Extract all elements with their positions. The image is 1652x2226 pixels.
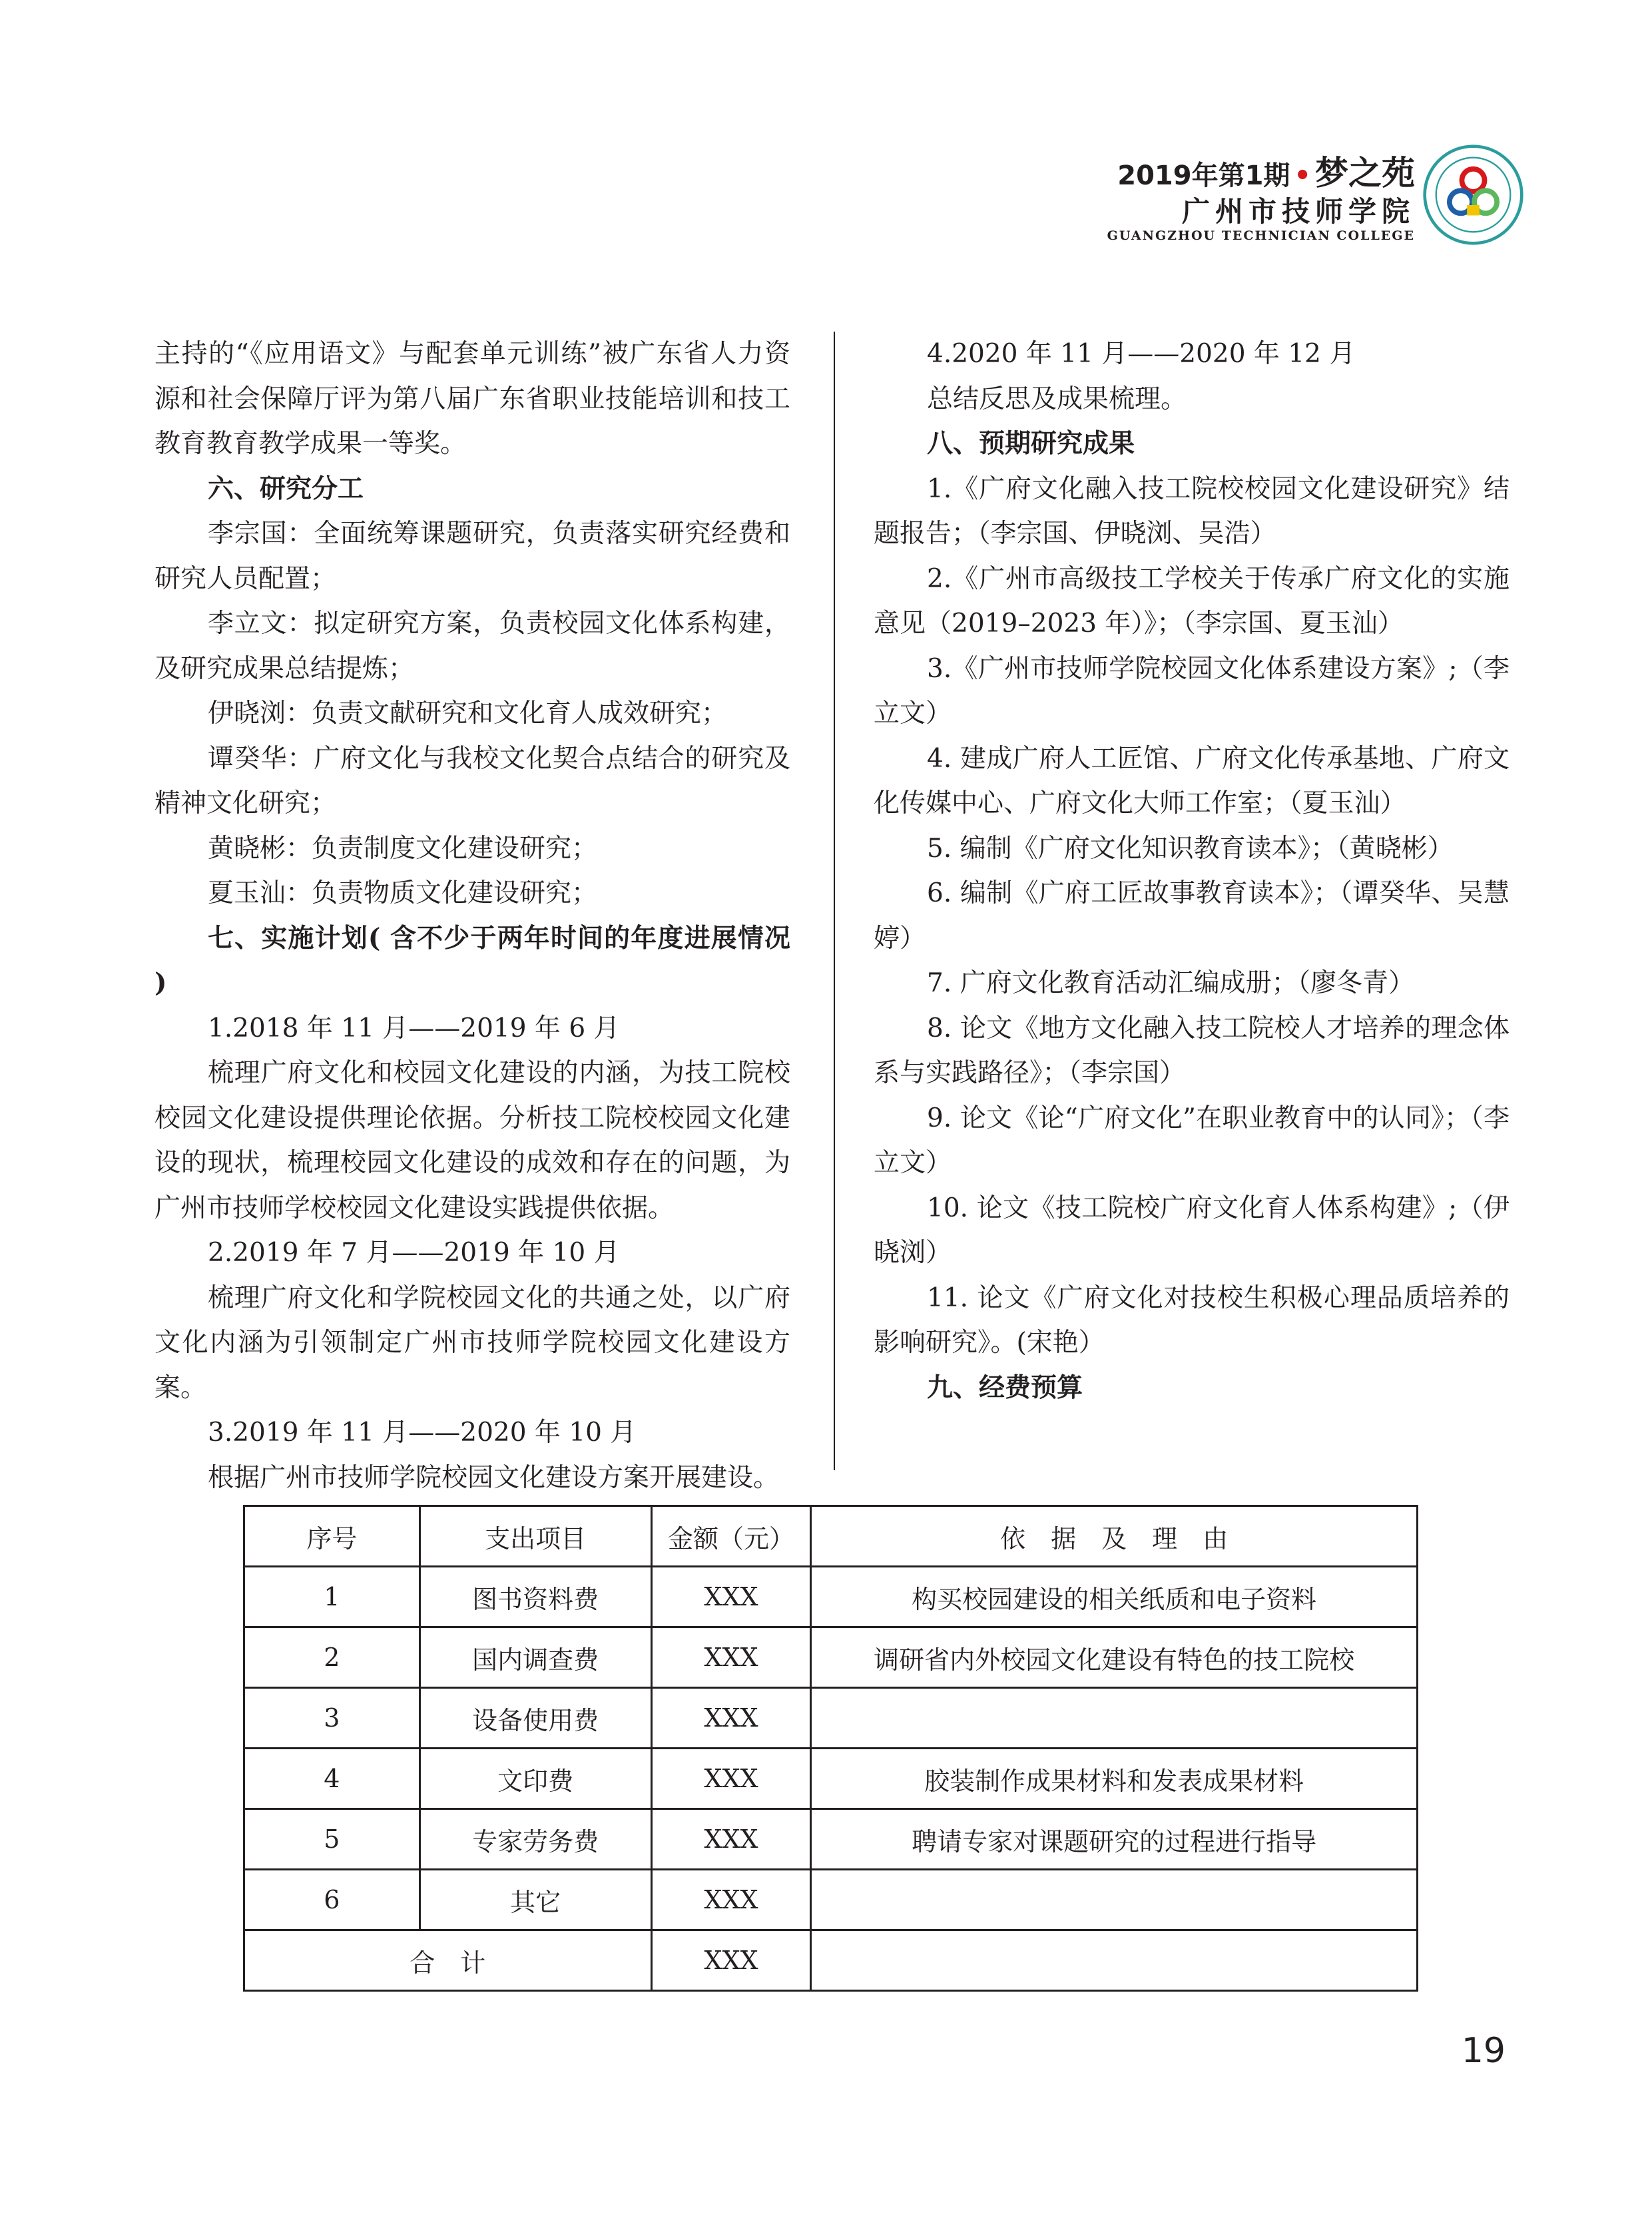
paragraph: 6. 编制《广府工匠故事教育读本》；（谭癸华、吴慧婷） [874, 878, 1510, 954]
table-row [244, 1749, 1418, 1809]
magazine-title: 梦之苑 [1315, 154, 1415, 192]
table-cell: 国内调查费 [419, 1627, 651, 1688]
paragraph: 1.《广府文化融入技工院校校园文化建设研究》结题报告；（李宗国、伊晓浏、吴浩） [874, 473, 1510, 549]
table-cell: 4 [244, 1749, 420, 1809]
paragraph: 5. 编制《广府文化知识教育读本》；（黄晓彬） [927, 833, 1454, 864]
table-cell: 图书资料费 [419, 1567, 651, 1627]
table-cell: 其它 [419, 1870, 651, 1930]
table-cell [811, 1688, 1418, 1749]
issue-number: 2019年第1期 [1117, 160, 1290, 191]
table-cell: 3 [244, 1688, 420, 1749]
table-cell [811, 1870, 1418, 1930]
paragraph: 9. 论文《论“广府文化”在职业教育中的认同》；（李立文） [874, 1103, 1510, 1178]
paragraph: 伊晓浏：负责文献研究和文化育人成效研究； [208, 698, 728, 728]
table-cell: 6 [244, 1870, 420, 1930]
table-total-row [244, 1930, 1418, 1991]
total-amount: XXX [651, 1930, 811, 1991]
table-row [244, 1567, 1418, 1627]
table-cell: XXX [651, 1809, 811, 1870]
header-cell: 金额（元） [651, 1506, 811, 1567]
paragraph: 李宗国：全面统筹课题研究，负责落实研究经费和研究人员配置； [154, 519, 790, 594]
header-cell: 序号 [244, 1506, 420, 1567]
paragraph: 4. 建成广府人工匠馆、广府文化传承基地、广府文化传媒中心、广府文化大师工作室；（夏玉汕） [874, 743, 1510, 818]
paragraph: 4.2020 年 11 月——2020 年 12 月 [927, 339, 1356, 369]
table-header-row [244, 1506, 1418, 1567]
table-row [244, 1870, 1418, 1930]
paragraph: 11. 论文《广府文化对技校生积极心理品质培养的影响研究》。(宋艳） [874, 1282, 1510, 1358]
college-name-en: GUANGZHOU TECHNICIAN COLLEGE [1107, 228, 1415, 243]
paragraph: 8. 论文《地方文化融入技工院校人才培养的理念体系与实践路径》；（李宗国） [874, 1013, 1510, 1088]
table-row [244, 1688, 1418, 1749]
left-column [154, 332, 790, 1500]
table-cell: 聘请专家对课题研究的过程进行指导 [811, 1809, 1418, 1870]
college-name-cn: 广州市技师学院 [1181, 195, 1415, 228]
separator-dot: • [1294, 160, 1311, 191]
table-cell [811, 1930, 1418, 1991]
paragraph: 根据广州市技师学院校园文化建设方案开展建设。 [208, 1462, 780, 1493]
table-cell: 1 [244, 1567, 420, 1627]
table-row [244, 1809, 1418, 1870]
table-cell: 专家劳务费 [419, 1809, 651, 1870]
paragraph: 2.《广州市高级技工学校关于传承广府文化的实施意见（2019–2023 年）》；（李宗国、夏玉汕） [874, 563, 1510, 639]
paragraph: 主持的“《应用语文》与配套单元训练”被广东省人力资源和社会保障厅评为第八届广东省职业技能培训和技工教育教育教学成果一等奖。 [154, 339, 790, 459]
table-cell: XXX [651, 1749, 811, 1809]
paragraph: 3.《广州市技师学院校园文化体系建设方案》;（李立文） [874, 653, 1510, 728]
table-cell: XXX [651, 1870, 811, 1930]
paragraph: 1.2018 年 11 月——2019 年 6 月 [208, 1013, 620, 1043]
issue-line [1117, 146, 1415, 194]
table-cell: XXX [651, 1567, 811, 1627]
table-cell: 构买校园建设的相关纸质和电子资料 [811, 1567, 1418, 1627]
paragraph: 3.2019 年 11 月——2020 年 10 月 [208, 1418, 637, 1448]
table-cell: 设备使用费 [419, 1688, 651, 1749]
table-cell: XXX [651, 1688, 811, 1749]
column-divider [834, 332, 835, 1470]
table-cell: 文印费 [419, 1749, 651, 1809]
table-cell: 2 [244, 1627, 420, 1688]
section-heading: 七、实施计划( 含不少于两年时间的年度进展情况 ) [154, 922, 790, 998]
page-number: 19 [1461, 2031, 1506, 2071]
table-cell: 调研省内外校园文化建设有特色的技工院校 [811, 1627, 1418, 1688]
paragraph: 李立文：拟定研究方案，负责校园文化体系构建，及研究成果总结提炼； [154, 609, 790, 684]
paragraph: 总结反思及成果梳理。 [927, 384, 1187, 414]
paragraph: 梳理广府文化和校园文化建设的内涵，为技工院校校园文化建设提供理论依据。分析技工院校校园文化建设的现状，梳理校园文化建设的成效和存在的问题，为广州市技师学校校园文化建设实践提供依据。 [154, 1058, 790, 1223]
header-cell: 支出项目 [419, 1506, 651, 1567]
budget-table [243, 1505, 1418, 1992]
right-column [874, 332, 1510, 1410]
paragraph: 10. 论文《技工院校广府文化育人体系构建》;（伊晓浏） [874, 1193, 1510, 1268]
table-cell: XXX [651, 1627, 811, 1688]
paragraph: 7. 广府文化教育活动汇编成册；（廖冬青） [927, 968, 1415, 998]
paragraph: 2.2019 年 7 月——2019 年 10 月 [208, 1238, 620, 1268]
section-heading: 八、预期研究成果 [927, 428, 1135, 459]
header-cell: 依 据 及 理 由 [811, 1506, 1418, 1567]
paragraph: 黄晓彬：负责制度文化建设研究； [208, 833, 598, 864]
total-label: 合 计 [244, 1930, 652, 1991]
table-cell: 胶装制作成果材料和发表成果材料 [811, 1749, 1418, 1809]
table-row [244, 1627, 1418, 1688]
table-cell: 5 [244, 1809, 420, 1870]
paragraph: 夏玉汕：负责物质文化建设研究； [208, 878, 598, 908]
section-heading: 九、经费预算 [927, 1372, 1083, 1403]
paragraph: 梳理广府文化和学院校园文化的共通之处，以广府文化内涵为引领制定广州市技师学院校园文化建设方案。 [154, 1282, 790, 1403]
college-logo-icon [1422, 143, 1525, 246]
paragraph: 谭癸华：广府文化与我校文化契合点结合的研究及精神文化研究； [154, 743, 790, 818]
page-header [1039, 143, 1638, 250]
section-heading: 六、研究分工 [208, 473, 364, 504]
